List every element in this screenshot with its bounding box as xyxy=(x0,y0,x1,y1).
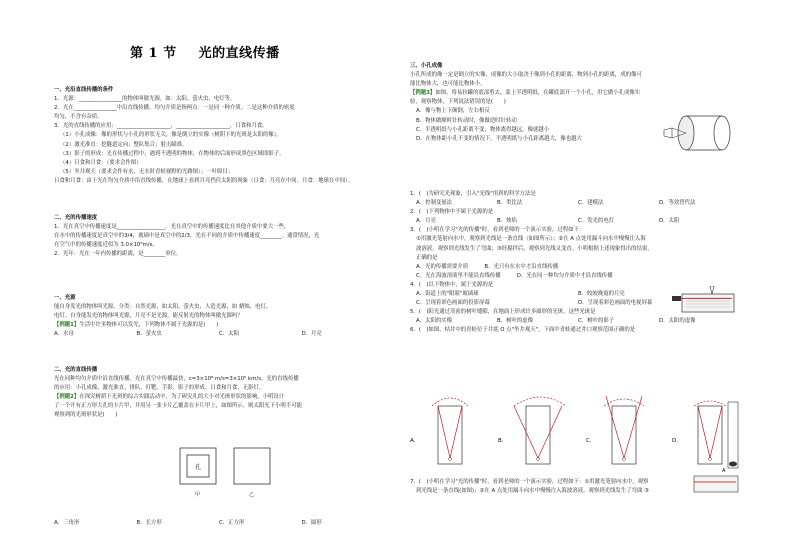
option-d: D．圆形 xyxy=(301,520,322,526)
option-c: C．太阳 xyxy=(219,331,239,338)
option-d: D．太阳 xyxy=(659,218,680,225)
option-a: A．三角形 xyxy=(54,520,80,526)
example-label: 【例题3】 xyxy=(410,90,436,97)
option-b: B．树叶的虚像 xyxy=(497,318,534,325)
well-d xyxy=(694,401,726,464)
well-figures xyxy=(410,392,740,472)
option-d: D．等效替代法 xyxy=(659,200,696,207)
question-2: 2．( )下列物体中不属于光源的是 xyxy=(410,209,494,216)
option-b: B．类比法 xyxy=(497,200,523,207)
text-line: C．光在海波溶液里不能沿直线传播 D．光在同一种均匀介质中才沿直线传播 xyxy=(416,272,613,279)
text-line: 1．光在真空中传播速度是__________________。光在真空中的传播速度比在其他介质中要大一些， xyxy=(54,224,290,231)
pinhole-can-figure xyxy=(662,108,742,158)
text-line: 正确的是 xyxy=(416,254,438,261)
text-line: 1．光源：________________的物体叫做光源。如：太阳、萤火虫、电灯等。 xyxy=(54,96,236,103)
text-line: A．光的传播需要介质 B．光只有在水中才沿直线传播 xyxy=(416,263,559,270)
option-a: A．像与物上下颠倒，左右相反 xyxy=(416,108,490,115)
well-b xyxy=(514,397,566,464)
options-row xyxy=(410,199,740,208)
text-line: 小孔所成的像一定是倒立的实像，成像的大小取决于像到小孔的距离、物到小孔的距离，成的像可 xyxy=(410,72,642,79)
text-line: 的应用：小孔成像、激光准直、排队、打靶、手影、影子的形成、日食和月食、无影灯。 xyxy=(54,385,265,392)
text-line: （2）激光准直：挖隧道定向；整队集合；射击瞄准。 xyxy=(60,141,188,148)
option-a: A．太阳的实像 xyxy=(416,318,453,325)
option-b: B．烛焰 xyxy=(497,218,517,225)
text-line: （1）小孔成像：像的形状与小孔的形状无关，像是倒立的实像（树阴下的光斑是太阳的像）。 xyxy=(60,132,282,139)
well-a xyxy=(432,398,468,464)
options-row xyxy=(410,317,740,326)
option-b: B．萤火虫 xyxy=(136,331,162,338)
question-1: 1．( )为研究光现象，引入"光线"用到的科学方法是 xyxy=(410,191,536,197)
option-c: C．呈现着彩色画面的投影屏幕 xyxy=(416,300,490,307)
text-line: 3．光的直线传播的应用：____________________，____________________，日食和月食。 xyxy=(54,123,268,130)
cards-figure xyxy=(172,440,292,518)
well-label-c: C. xyxy=(586,438,592,444)
text-line: 在水中的传播速度是真空中的3/4，玻璃中是真空中的2/3，光在不同的介质中传播速度________。通常情况，光 xyxy=(54,233,320,240)
section-heading: 二、光的直线传播 xyxy=(54,367,98,373)
text-line: 均匀，不含有杂质。 xyxy=(54,114,103,121)
options-row xyxy=(54,330,384,339)
laser-tank-figure xyxy=(672,286,742,318)
text-line: 能比物体大，也可能比物体小。 xyxy=(410,81,486,88)
text-line: 观察到的光斑形状是( ) xyxy=(54,412,118,419)
text-line: （4）日食和月食：（要求会作图） xyxy=(60,159,142,166)
text-line: 在空气中的传播速度近似为 3.0×10⁸m/s。 xyxy=(54,242,158,249)
question-7-block xyxy=(410,478,740,496)
section-straight-line-propagation xyxy=(54,366,384,421)
option-b: B．物体做顺时针转动时，像做逆时针转动 xyxy=(416,117,517,124)
text-line: ①用激光笔射向水中，观察到光线是一条直线（如图所示）；②在 A 点处用漏斗向水中慢慢注入海 xyxy=(416,236,646,243)
option-b: B．长方形 xyxy=(136,520,162,526)
options-row xyxy=(410,217,740,226)
section-heading: 一、光源 xyxy=(54,295,76,301)
option-a: A．月亮 xyxy=(416,218,436,225)
option-a: A．控制变量法 xyxy=(416,200,453,207)
option-c: C．半透明纸与小孔距离不变，物体离得越远，像就越小 xyxy=(416,126,550,133)
text-line: 验，观察物体，下列说法错误的是( ) xyxy=(410,99,506,106)
question-6: 6．( )如图，枯井中的青蛙位于井底 O 点"坐井观天"，下面中青蛙通过井口观察范围正确的是 xyxy=(410,327,636,334)
section-light-propagation-conditions xyxy=(54,86,384,186)
text-line: 了一个开有正方形大孔的卡片甲，并用另一张卡片乙覆盖在卡片甲上，如图所示。则太阳光下小明不可能 xyxy=(54,403,302,410)
well-c xyxy=(604,396,644,464)
well-label-b: B. xyxy=(498,438,504,444)
card-yi-label: 乙 xyxy=(249,492,255,498)
example-text: 如图，将易拉罐的底部剪去，蒙上半透明纸，在罐底部开一个小孔，用它做小孔成像实 xyxy=(435,90,641,97)
options-row xyxy=(54,519,384,528)
option-d: D．在物体距小孔不变的情况下，半透明纸与小孔距离越大，像也越大 xyxy=(416,135,582,142)
well-label-a: A. xyxy=(410,438,416,444)
section-light-speed xyxy=(54,214,384,259)
page-title xyxy=(130,46,380,62)
text-line: 日食和月食：由于光在均匀介质中沿直线传播，在地球上看到月亮挡住太阳的现象（日食：月亮在中间。月食：地球在中间）。 xyxy=(54,177,354,184)
text-line: 到光线是一条直线(如图)；②在 A 点处用漏斗向水中慢慢注入海波溶液，观察到光线发生了弯曲 ③ xyxy=(416,488,649,495)
section-light-source xyxy=(54,294,384,339)
option-c: C．树叶的影子 xyxy=(578,318,615,325)
text-line: 能自身发光的物体叫光源。分类：自然光源，如太阳、萤火虫、人造光源，如 蜡烛、电灯、 xyxy=(54,304,272,311)
question-3: 3．( )小明在学习"光的传播"时，看到老师的一个演示实验，过程如下： xyxy=(410,227,585,234)
card-jia-label: 甲 xyxy=(195,492,201,498)
option-b: B．皎皎晚霞的月亮 xyxy=(578,291,625,298)
text-line: 光在同种均匀介质中沿直线传播。光在真空中传播最快，c=3×10⁸ m/s=3×10⁵ km/s。光的直线传播 xyxy=(54,376,299,383)
example2-options xyxy=(54,519,384,528)
q7-tank-figure xyxy=(692,466,740,496)
text-line: （3）影子的形成：光在传播过程中，遇到不透明的物体，在物体的后面形成黑色区域即影子。 xyxy=(60,150,285,157)
well-label-d: D. xyxy=(672,438,678,444)
question-7: 7．( )小明在学习"光的传播"时，看到老师的一个演示实验，过程如下：①用激光笔射向水中，观察 xyxy=(410,479,649,485)
text-line: 波溶液，观察到光线发生了弯曲；③经搅拌后，观察到光线又变直。小明根据上述现象得出的结果， xyxy=(416,245,653,252)
section-heading: 一、光沿直线传播的条件 xyxy=(54,87,114,93)
example-label: 【例题1】 xyxy=(54,322,80,329)
text-line: （5）坐井观天（要求会作有水、无水时青蛙视野的光路图）；一叶障目； xyxy=(60,168,234,175)
text-line: 2．光在________________中沿直线传播。均匀介质是指两点：一是同一种介质。二是这种介质的密度 xyxy=(54,105,295,112)
option-c: C．正方形 xyxy=(219,520,245,526)
option-c: C．建模法 xyxy=(578,200,604,207)
frog-well-figure xyxy=(728,402,738,468)
section-number: 第 1 节 xyxy=(130,46,177,61)
card-yi xyxy=(234,448,270,484)
option-c: C．发光的电灯 xyxy=(578,218,615,225)
question-5: 5．( )阳光通过茂密的树叶缝隙，在地面上形成许多圆形的光斑，这些光斑是 xyxy=(410,309,596,316)
text-line: 电灯。自身能发光的物体叫光源，月亮不是光源。能反射光的物体叫做光源吗？ xyxy=(54,313,243,320)
question-4: 4．( )以下物体中，属于光源的是 xyxy=(410,281,494,288)
option-a: A．水母 xyxy=(54,331,74,338)
option-d: D．月亮 xyxy=(301,331,322,338)
section-heading: 三、小孔成像 xyxy=(410,63,443,69)
section-heading: 二、光的传播速度 xyxy=(54,215,98,221)
section-title: 光的直线传播 xyxy=(198,46,280,61)
option-d: D．呈现着彩色画面的电视屏幕 xyxy=(578,300,653,307)
point-a-label: A xyxy=(722,468,726,474)
text-line: 2．光年：光在一年内传播的距离，是________单位。 xyxy=(54,251,182,258)
option-d: D．太阳的虚像 xyxy=(659,318,696,325)
example-label: 【例题2】 xyxy=(54,394,80,401)
example-text: 在探究树荫下光斑的综合实践活动中，为了研究孔的大小对光斑形状的影响，小明设计 xyxy=(79,394,285,401)
hole-label: 孔 xyxy=(195,464,202,471)
example-text: 生活中许多物体可以发光，下列物体不属于光源的是( ) xyxy=(79,322,219,329)
option-a: A．街道上的"眼睛"玻璃球 xyxy=(416,291,479,298)
